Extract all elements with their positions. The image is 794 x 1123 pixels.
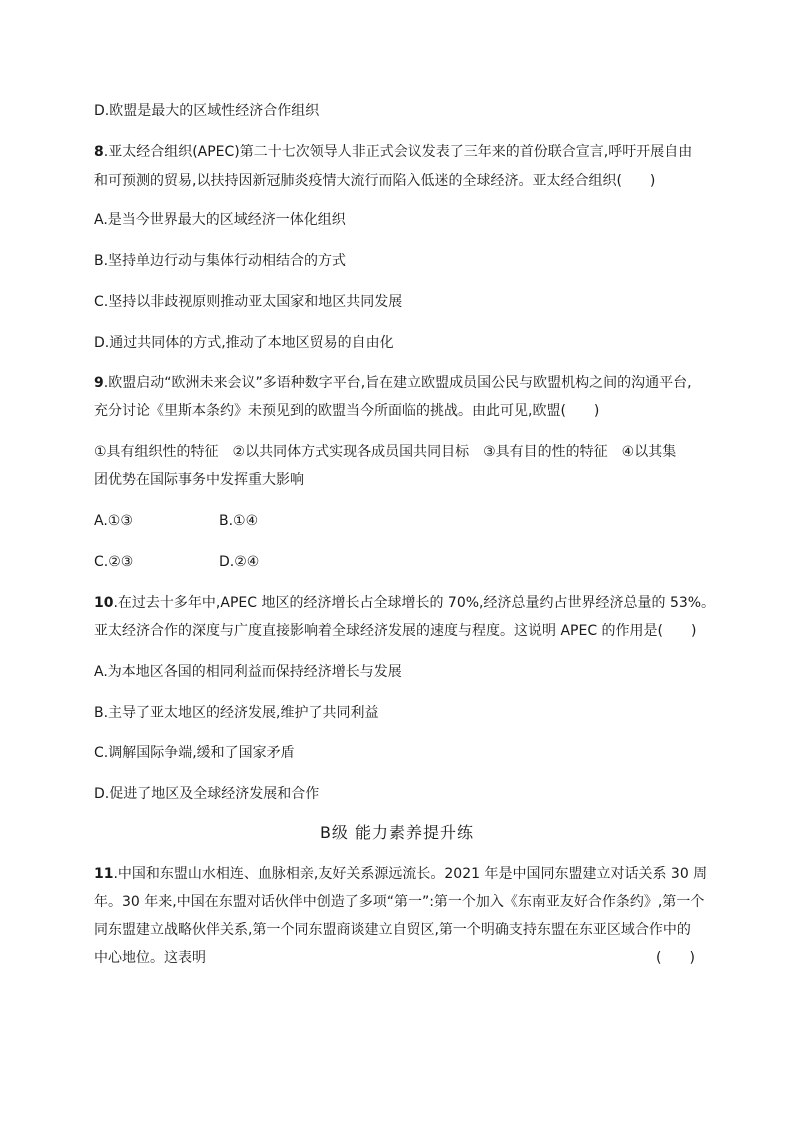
q11-stem-line-4: 中心地位。这表明 [94,950,206,966]
q9-option-b: B.①④ [219,513,259,529]
q8-stem-line-1 [94,142,692,162]
q10-stem-text-1: .在过去十多年中,APEC 地区的经济增长占全球增长的 70%,经济总量约占世界经济总量的 53%。 [113,595,716,611]
q11-number: 11 [94,866,114,882]
q9-stem-text-1: .欧盟启动“欧洲未来会议”多语种数字平台,旨在建立欧盟成员国公民与欧盟机构之间的沟通平台, [103,375,692,391]
section-heading: B级 能力素养提升练 [319,823,475,842]
q9-items-line-2: 团优势在国际事务中发挥重大影响 [94,472,304,488]
q9-option-c: C.②③ [94,554,134,570]
q8-option-b: B.坚持单边行动与集体行动相结合的方式 [94,253,347,269]
q8-stem-text-1: .亚太经合组织(APEC)第二十七次领导人非正式会议发表了三年来的首份联合宣言,呼吁开展自由 [103,144,693,160]
q9-items-line-1: ①具有组织性的特征 ②以共同体方式实现各成员国共同目标 ③具有目的性的特征 ④以其集 [94,444,677,460]
q9-option-a: A.①③ [94,513,133,529]
q8-option-d: D.通过共同体的方式,推动了本地区贸易的自由化 [94,335,394,351]
q8-option-c: C.坚持以非歧视原则推动亚太国家和地区共同发展 [94,294,403,310]
q10-number: 10 [94,595,114,611]
q7-option-d: D.欧盟是最大的区域性经济合作组织 [94,103,320,119]
q9-stem-line-2: 充分讨论《里斯本条约》未预见到的欧盟当今所面临的挑战。由此可见,欧盟( ) [94,403,600,419]
q11-stem-line-2: 年。30 年来,中国在东盟对话伙伴中创造了多项“第一”:第一个加入《东南亚友好合作条约》,第一个 [94,894,705,910]
q9-number: 9 [94,375,104,391]
q11-answer-bracket: ( ) [656,950,695,966]
q9-option-d: D.②④ [219,554,260,570]
q8-stem-line-2: 和可预测的贸易,以扶持因新冠肺炎疫情大流行而陷入低迷的全球经济。亚太经合组织( ) [94,173,656,189]
q11-stem-text-1: .中国和东盟山水相连、血脉相亲,友好关系源远流长。2021 年是中国同东盟建立对话关系 30 周 [113,866,708,882]
q11-stem-line-1 [94,864,707,884]
q10-option-a: A.为本地区各国的相同利益而保持经济增长与发展 [94,664,402,680]
q8-option-a: A.是当今世界最大的区域经济一体化组织 [94,212,346,228]
q11-stem-line-3: 同东盟建立战略伙伴关系,第一个同东盟商谈建立自贸区,第一个明确支持东盟在东亚区域合作中的 [94,922,691,938]
q10-option-d: D.促进了地区及全球经济发展和合作 [94,786,320,802]
q9-stem-line-1 [94,373,692,393]
q10-stem-line-2: 亚太经济合作的深度与广度直接影响着全球经济发展的速度与程度。这说明 APEC 的作用是( ) [94,623,697,639]
q10-stem-line-1 [94,593,715,613]
q8-number: 8 [94,144,104,160]
q10-option-c: C.调解国际争端,缓和了国家矛盾 [94,745,295,761]
q10-option-b: B.主导了亚太地区的经济发展,维护了共同利益 [94,705,379,721]
